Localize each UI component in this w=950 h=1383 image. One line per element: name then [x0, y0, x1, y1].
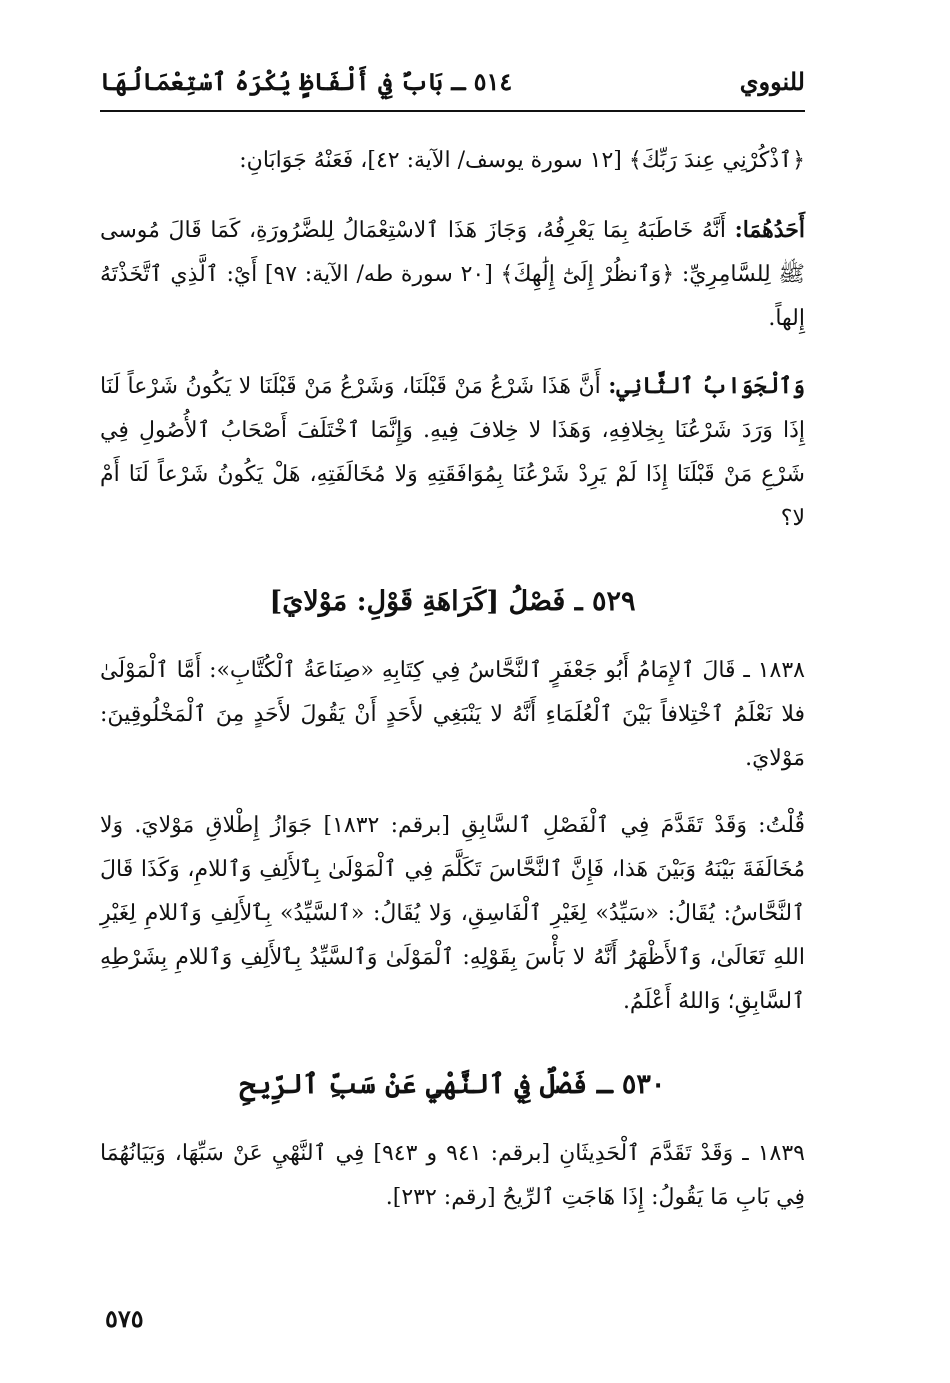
header-rule: [100, 110, 805, 112]
section-heading-529: ٥٢٩ ـ فَصْلُ [كَرَاهَةِ قَوْلِ: مَوْلايَ]: [269, 586, 636, 617]
section-heading-530: ٥٣٠ ـ فَصْلٌ فِي ٱلنَّهْيِ عَنْ سَبِّ ٱلرِّيحِ: [239, 1069, 666, 1100]
running-header: [100, 60, 805, 102]
paragraph-first-answer: [100, 208, 805, 341]
book-page: [100, 60, 805, 1220]
paragraph-1838: [100, 648, 805, 781]
paragraph-lead: وَٱلْجَوَابُ ٱلثَّانِي:: [608, 373, 806, 399]
paragraph-second-answer: [100, 364, 805, 541]
header-chapter-title: ٥١٤ ـ بَابٌ فِي أَلْفَاظٍ يُكْرَهُ ٱسْتِعْمَالُهَا: [100, 66, 513, 96]
paragraph-commentary: [100, 803, 805, 1024]
paragraph-text: أَنَّهُ خَاطَبَهُ بِمَا يَعْرِفُهُ، وَجَازَ هَذَا ٱلاسْتِعْمَالُ لِلضَّرُورَةِ، كَمَا قَالَ مُوسى ﷺ لِلسَّامِرِيِّ: ﴿وَٱنظُرْ إِلَىٰٓ إِلَٰهِكَ﴾ [٢٠ سورة طه/ الآية: ٩٧] أَيْ: ٱلَّذِي ٱتَّخَذْتَهُ إِلهاً.: [100, 218, 805, 331]
page-number: ٥٧٥: [105, 1304, 144, 1333]
paragraph-1839: [100, 1131, 805, 1220]
paragraph-text: ١٨٣٩ ـ وَقَدْ تَقَدَّمَ ٱلْحَدِيثَانِ [برقم: ٩٤١ و ٩٤٣] فِي ٱلنَّهْيِ عَنْ سَبِّهَا، وَبَيَانُهُمَا فِي بَابِ مَا يَقُولُ: إِذَا هَاجَتِ ٱلرِّيحُ [رقم: ٢٣٢].: [100, 1141, 805, 1210]
paragraph-answers-intro: [100, 138, 805, 183]
paragraph-text: ١٨٣٨ ـ قَالَ ٱلإِمَامُ أَبُو جَعْفَرٍ ٱلنَّحَّاسُ فِي كِتَابِهِ «صِنَاعَةُ ٱلْكُتَّابِ»: أَمَّا ٱلْمَوْلَىٰ فلا نَعْلَمُ ٱخْتِلافاً بَيْنَ ٱلْعُلَمَاءِ أَنَّهُ لا يَنْبَغِي لأَحَدٍ أَنْ يَقُولَ لأَحَدٍ مِنَ ٱلْمَخْلُوقِينَ: مَوْلايَ.: [100, 658, 805, 771]
paragraph-text: قُلْتُ: وَقَدْ تَقَدَّمَ فِي ٱلْفَصْلِ ٱلسَّابِقِ [برقم: ١٨٣٢] جَوَازُ إِطْلاقِ مَوْلايَ. وَلا مُخَالَفَةَ بَيْنَهُ وَبَيْنَ هَذا، فَإِنَّ ٱلنَّحَّاسَ تَكَلَّمَ فِي ٱلْمَوْلَىٰ بِٱلأَلِفِ وَٱللامِ، وَكَذَا قَالَ ٱلنَّحَّاسُ: يُقَالُ: «سَيِّدُ» لِغَيْرِ ٱلْفَاسِقِ، وَلا يُقَالُ: «ٱلسَّيِّدُ» بِٱلأَلِفِ وَٱللامِ لِغَيْرِ اللهِ تَعَالَىٰ، وَٱلأَظْهَرُ أَنَّهُ لا بَأْسَ بِقَوْلِهِ: ٱلْمَوْلَىٰ وَٱلسَّيِّدُ بِٱلأَلِفِ وَٱللامِ بِشَرْطِهِ ٱلسَّابِقِ؛ وَاللهُ أَعْلَمُ.: [100, 813, 805, 1014]
header-author: للنووي: [739, 66, 805, 96]
paragraph-lead: أَحَدُهُمَا:: [734, 217, 805, 243]
paragraph-text: أَنَّ هَذَا شَرْعُ مَنْ قَبْلَنَا، وَشَرْعُ مَنْ قَبْلَنَا لا يَكُونُ شَرْعاً لَنَا إِذَا وَرَدَ شَرْعُنَا بِخِلافِهِ، وَهَذَا لا خِلافَ فِيهِ. وَإِنَّمَا ٱخْتَلَفَ أَصْحَابُ ٱلأُصُولِ فِي شَرْعِ مَنْ قَبْلَنَا إِذَا لَمْ يَرِدْ شَرْعُنَا بِمُوَافَقَتِهِ وَلا مُخَالَفَتِهِ، هَلْ يَكُونُ شَرْعاً لَنَا أَمْ لا؟: [100, 374, 805, 531]
paragraph-text: ﴿ٱذْكُرْنِي عِندَ رَبِّكَ﴾ [١٢ سورة يوسف/ الآية: ٤٢]، فَعَنْهُ جَوَابَانِ:: [239, 148, 805, 173]
